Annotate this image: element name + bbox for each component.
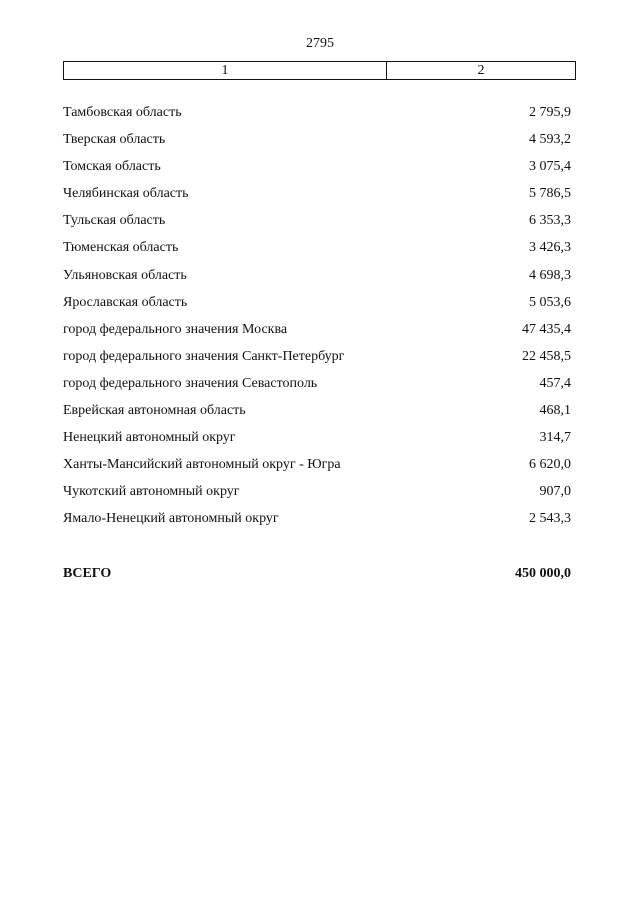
table-row bbox=[63, 349, 571, 376]
region-value: 4 698,3 bbox=[529, 267, 571, 283]
column-header-1: 1 bbox=[64, 62, 387, 79]
region-name: Томская область bbox=[63, 159, 161, 175]
region-name: Ханты-Мансийский автономный округ - Югра bbox=[63, 457, 341, 473]
region-value: 22 458,5 bbox=[522, 348, 571, 364]
table-row bbox=[63, 430, 571, 457]
total-row bbox=[63, 566, 571, 582]
region-value: 907,0 bbox=[539, 484, 571, 500]
region-value: 2 795,9 bbox=[529, 105, 571, 120]
region-name: Ульяновская область bbox=[63, 267, 187, 283]
region-name: Чукотский автономный округ bbox=[63, 484, 240, 500]
table-row bbox=[63, 511, 571, 538]
table-row bbox=[63, 268, 571, 295]
region-name: город федерального значения Москва bbox=[63, 321, 288, 337]
table-row bbox=[63, 295, 571, 322]
table-row bbox=[63, 403, 571, 430]
region-name: Тюменская область bbox=[63, 240, 179, 256]
region-value: 4 593,2 bbox=[529, 132, 571, 148]
region-value: 314,7 bbox=[539, 430, 571, 446]
region-name: Тульская область bbox=[63, 213, 166, 229]
region-name: Ярославская область bbox=[63, 294, 188, 310]
region-table bbox=[63, 105, 571, 539]
table-row bbox=[63, 132, 571, 159]
column-header-2: 2 bbox=[477, 62, 485, 78]
region-value: 6 353,3 bbox=[529, 213, 571, 229]
region-value: 3 075,4 bbox=[529, 159, 571, 175]
region-value: 5 786,5 bbox=[529, 186, 571, 202]
region-value: 5 053,6 bbox=[529, 294, 571, 310]
region-name: Тамбовская область bbox=[63, 105, 182, 120]
region-value: 6 620,0 bbox=[529, 457, 571, 473]
region-value: 3 426,3 bbox=[529, 240, 571, 256]
region-name: Еврейская автономная область bbox=[63, 403, 246, 419]
region-value: 468,1 bbox=[539, 403, 571, 419]
region-name: Ямало-Ненецкий автономный округ bbox=[63, 511, 279, 527]
region-value: 457,4 bbox=[539, 375, 571, 391]
table-row bbox=[63, 484, 571, 511]
region-value: 47 435,4 bbox=[522, 321, 571, 337]
region-name: Тверская область bbox=[63, 132, 166, 148]
table-row bbox=[63, 213, 571, 240]
table-row bbox=[63, 105, 571, 132]
region-name: город федерального значения Севастополь bbox=[63, 375, 318, 391]
region-name: город федерального значения Санкт-Петербург bbox=[63, 348, 345, 364]
page-number: 2795 bbox=[306, 36, 334, 51]
total-value: 450 000,0 bbox=[515, 566, 571, 581]
table-row bbox=[63, 159, 571, 186]
table-row bbox=[63, 376, 571, 403]
region-name: Челябинская область bbox=[63, 186, 189, 202]
table-row bbox=[63, 322, 571, 349]
table-row bbox=[63, 457, 571, 484]
table-row bbox=[63, 240, 571, 267]
total-label: ВСЕГО bbox=[63, 566, 112, 581]
table-row bbox=[63, 186, 571, 213]
region-name: Ненецкий автономный округ bbox=[63, 430, 236, 446]
column-header-table bbox=[63, 61, 576, 80]
region-value: 2 543,3 bbox=[529, 511, 571, 527]
